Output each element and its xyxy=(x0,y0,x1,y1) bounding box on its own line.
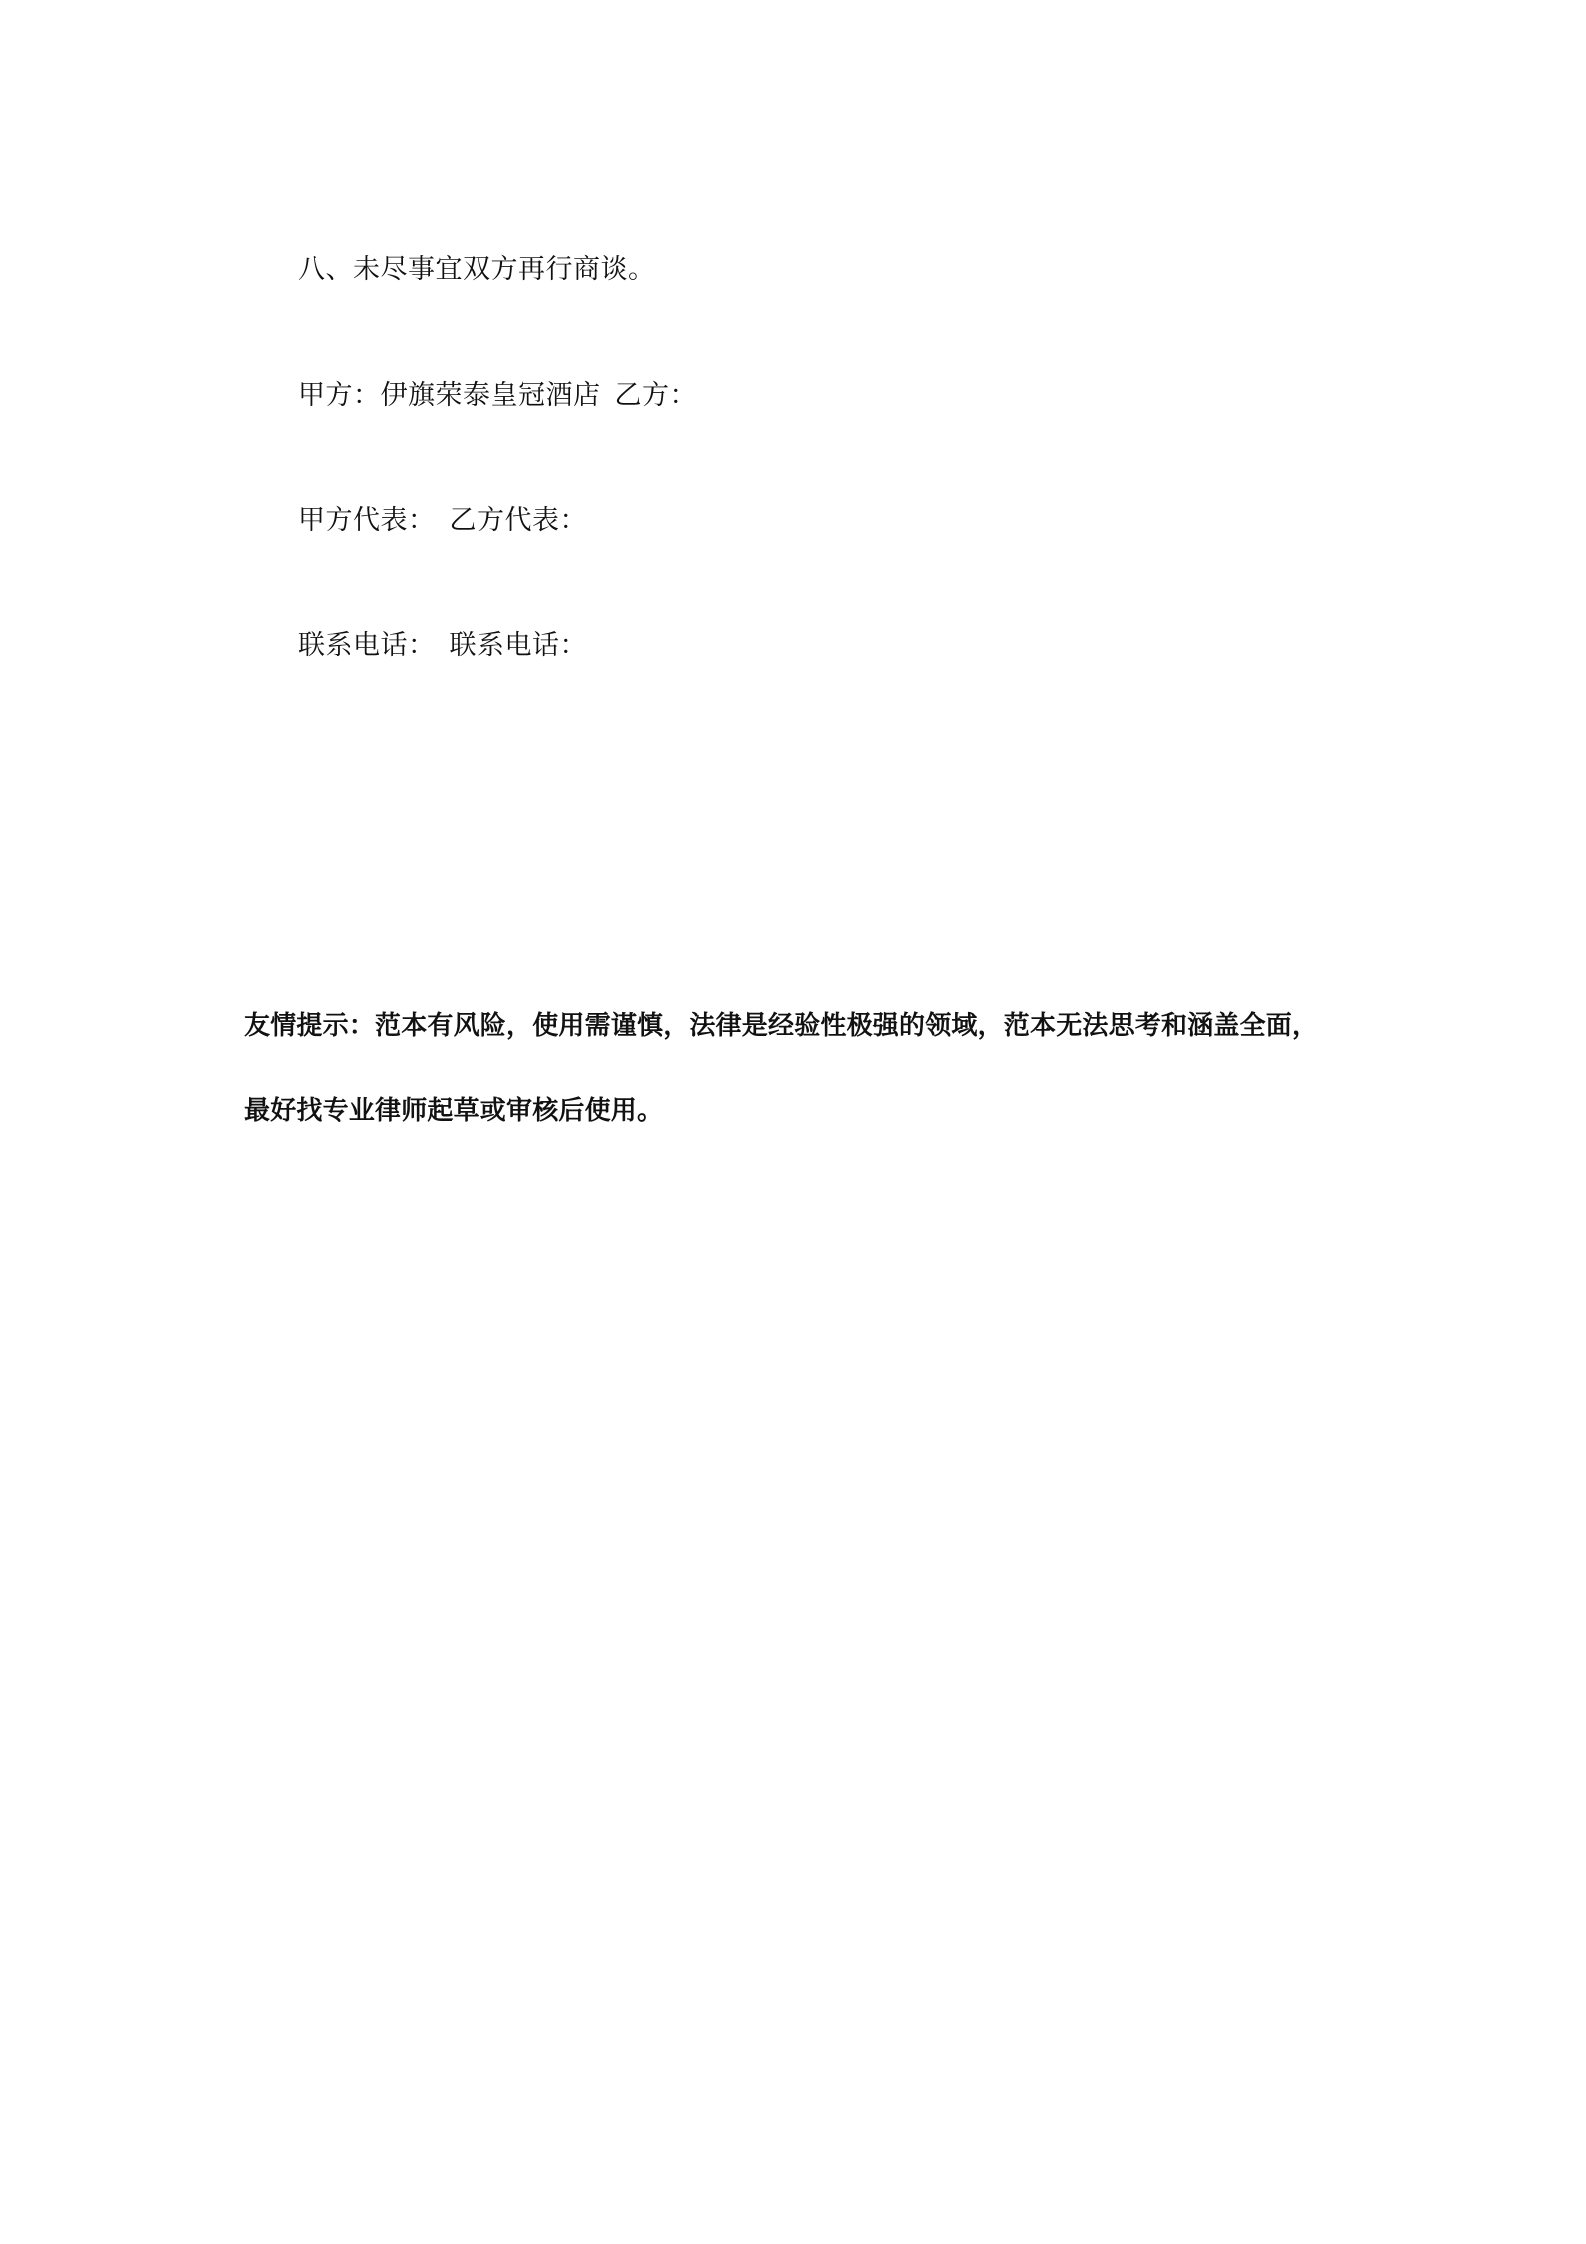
friendly-tip-line-2: 最好找专业律师起草或审核后使用。 xyxy=(244,1096,664,1126)
friendly-tip-line-1: 友情提示：范本有风险，使用需谨慎，法律是经验性极强的领域，范本无法思考和涵盖全面， xyxy=(244,1011,1319,1041)
phone-row xyxy=(298,628,587,664)
party-b-representative-label: 乙方代表： xyxy=(449,505,587,536)
party-b-label: 乙方： xyxy=(614,380,697,411)
party-a-phone-label: 联系电话： xyxy=(298,630,436,661)
party-b-phone-label: 联系电话： xyxy=(449,630,587,661)
party-a-label: 甲方：伊旗荣泰皇冠酒店 xyxy=(298,380,601,411)
party-row xyxy=(298,378,697,414)
clause-eight: 八、未尽事宜双方再行商谈。 xyxy=(298,254,656,285)
party-a-representative-label: 甲方代表： xyxy=(298,505,436,536)
representative-row xyxy=(298,503,587,539)
